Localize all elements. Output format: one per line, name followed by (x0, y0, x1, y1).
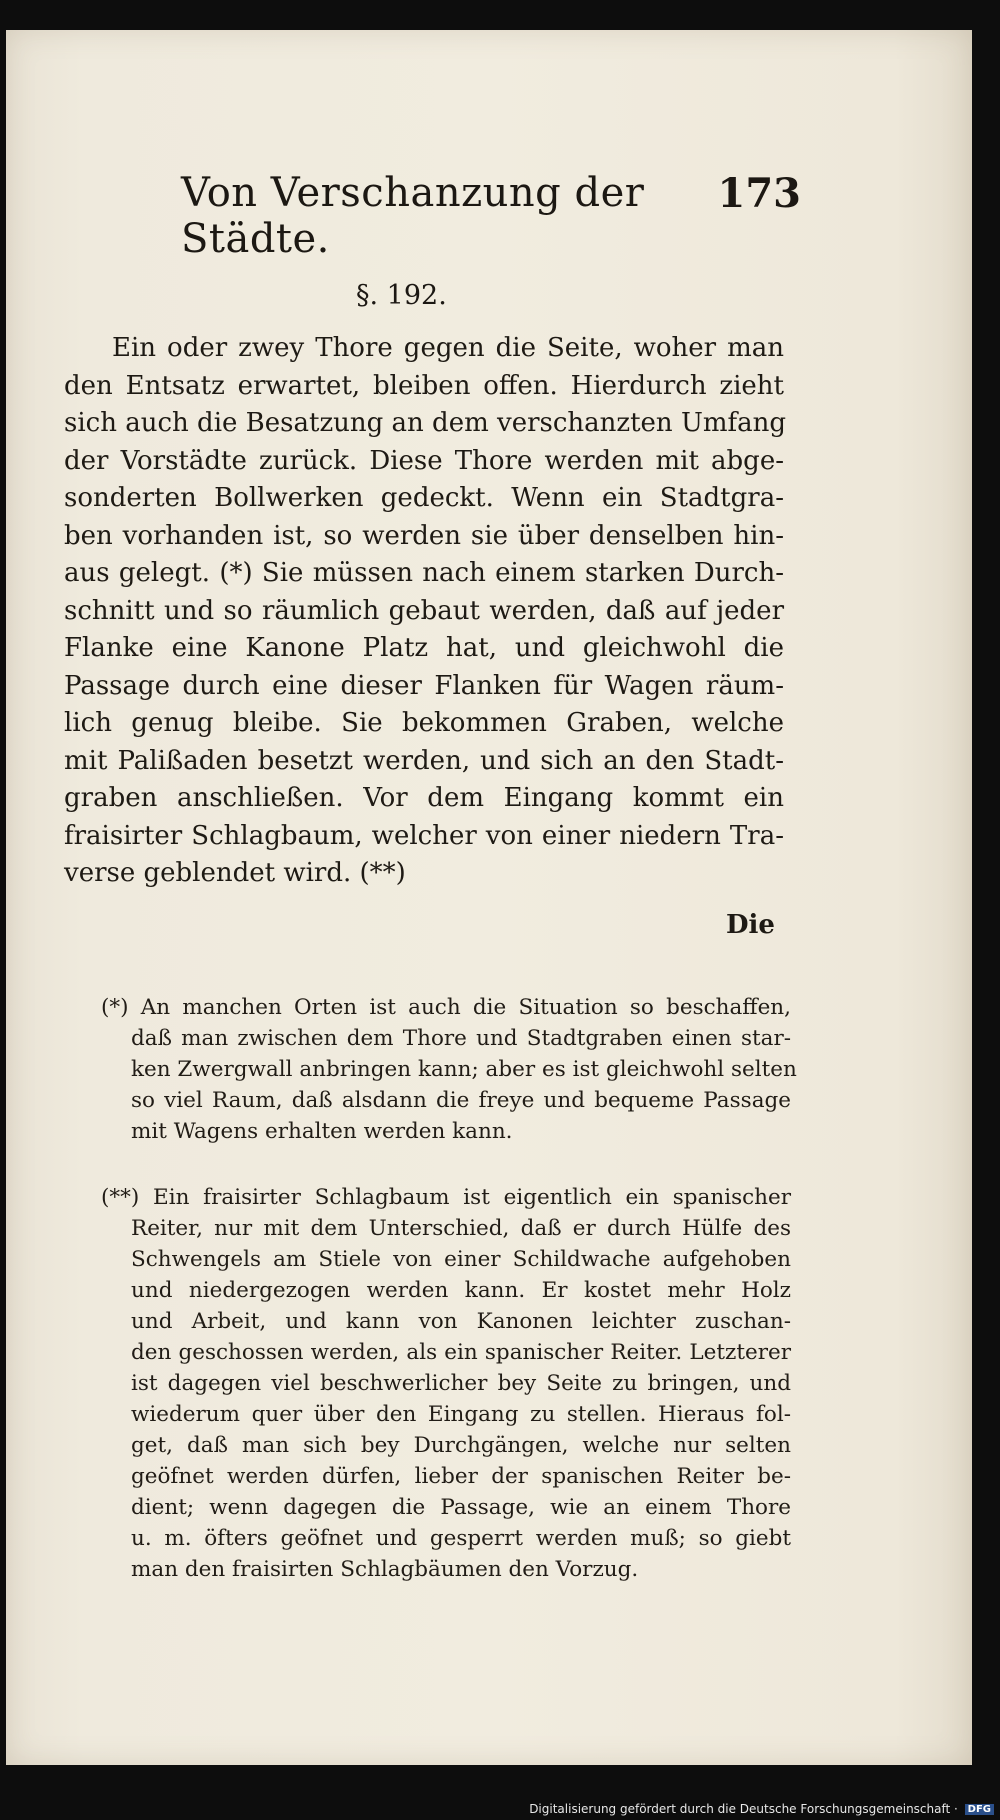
footnote-line: wiederum quer über den Eingang zu stellen. Hieraus fol- (131, 1402, 791, 1427)
page-number: 173 (717, 170, 801, 217)
body-line: Passage durch eine dieser Flanken für Wagen räum- (64, 670, 784, 701)
body-line: sonderten Bollwerken gedeckt. Wenn ein Stadtgra- (64, 483, 784, 513)
footnote-line: man den fraisirten Schlagbäumen den Vorzug. (131, 1557, 639, 1582)
body-line: verse geblendet wird. (**) (64, 858, 406, 888)
footnote-line: ist dagegen viel beschwerlicher bey Seite zu bringen, und (131, 1371, 791, 1396)
footnote-line: den geschossen werden, als ein spanischer Reiter. Letzterer (131, 1340, 791, 1365)
body-line: Flanke eine Kanone Platz hat, und gleichwohl die (64, 633, 784, 663)
footnote-line: Reiter, nur mit dem Unterschied, daß er durch Hülfe des (131, 1216, 791, 1241)
body-line: fraisirter Schlagbaum, welcher von einer niedern Tra- (64, 820, 784, 851)
running-title: Von Verschanzung der Städte. (181, 170, 645, 262)
section-number: §. 192. (356, 280, 447, 311)
body-text (64, 330, 787, 893)
catchword: Die (726, 910, 775, 940)
footnote-line: u. m. öfters geöfnet und gesperrt werden muß; so giebt (131, 1526, 791, 1551)
footnote-line: so viel Raum, daß alsdann die freye und bequeme Passage (131, 1088, 791, 1113)
body-line: lich genug bleibe. Sie bekommen Graben, welche (64, 708, 784, 738)
body-line: ben vorhanden ist, so werden sie über denselben hin- (64, 520, 784, 551)
footnote-line: Schwengels am Stiele von einer Schildwache aufgehoben (131, 1247, 791, 1272)
footnote-line: und niedergezogen werden kann. Er kostet mehr Holz (131, 1278, 791, 1303)
footnote-line: (*) An manchen Orten ist auch die Situation so beschaffen, (101, 995, 791, 1020)
footnote-line: get, daß man sich bey Durchgängen, welche nur selten (131, 1433, 791, 1458)
running-head (181, 170, 801, 262)
body-line: sich auch die Besatzung an dem verschanzten Umfang (64, 408, 787, 438)
body-line: graben anschließen. Vor dem Eingang kommt ein (64, 783, 784, 813)
footnote-double-asterisk (101, 1182, 791, 1585)
body-line: schnitt und so räumlich gebaut werden, daß auf jeder (64, 595, 784, 626)
footnote-line: und Arbeit, und kann von Kanonen leichter zuschan- (131, 1309, 791, 1334)
footnote-line: dient; wenn dagegen die Passage, wie an einem Thore (131, 1495, 791, 1520)
body-line: der Vorstädte zurück. Diese Thore werden mit abge- (64, 445, 784, 476)
credit-text: Digitalisierung gefördert durch die Deutsche Forschungsgemeinschaft · (529, 1802, 958, 1816)
footnote-single-asterisk (101, 992, 797, 1147)
book-page (6, 30, 972, 1765)
body-line: aus gelegt. (*) Sie müssen nach einem starken Durch- (64, 558, 784, 588)
body-line: den Entsatz erwartet, bleiben offen. Hierdurch zieht (64, 370, 784, 401)
footnote-line: geöfnet werden dürfen, lieber der spanischen Reiter be- (131, 1464, 791, 1489)
digitization-credit (529, 1802, 994, 1816)
dfg-logo: DFG (965, 1804, 994, 1815)
footnote-line: ken Zwergwall anbringen kann; aber es ist gleichwohl selten (131, 1057, 797, 1082)
body-line: mit Palißaden besetzt werden, und sich an den Stadt- (64, 745, 784, 776)
footnote-line: mit Wagens erhalten werden kann. (131, 1119, 513, 1144)
body-line: Ein oder zwey Thore gegen die Seite, woher man (112, 333, 784, 363)
footnote-line: daß man zwischen dem Thore und Stadtgraben einen star- (131, 1026, 791, 1051)
footnote-line: (**) Ein fraisirter Schlagbaum ist eigentlich ein spanischer (101, 1185, 791, 1210)
